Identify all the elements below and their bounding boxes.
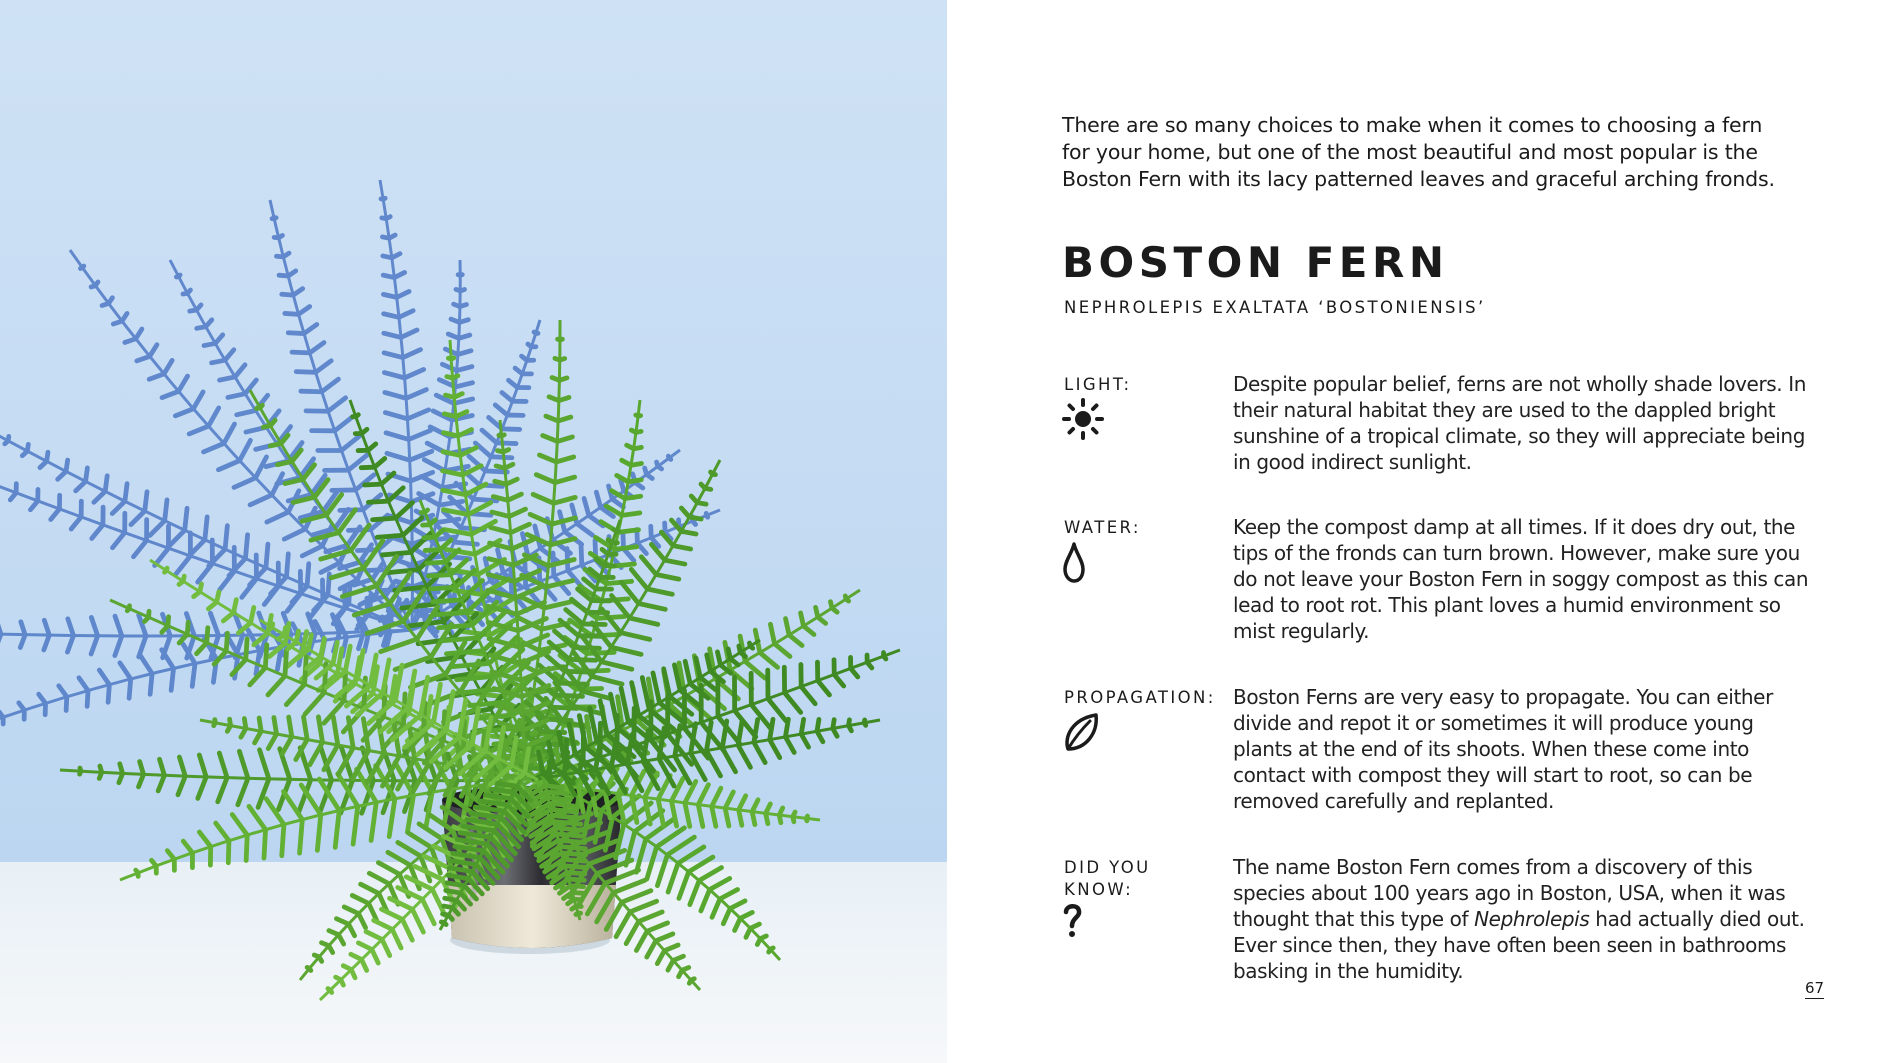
plant-title: BOSTON FERN [1062,238,1449,287]
sun-icon [1062,398,1108,444]
section-text-water: Keep the compost damp at all times. If it does dry out, the tips of the fronds can turn brown. However, make sure you do not leave your Boston Fern in soggy compost as this can lead to root rot. This plant loves a humid environment so mist regularly. [1233,515,1809,643]
leaf-icon [1062,711,1108,757]
did-you-know-italic: Nephrolepis [1474,907,1590,931]
intro-paragraph: There are so many choices to make when it comes to choosing a fern for your home, but one of the most beautiful and most popular is the Boston Fern with its lacy patterned leaves and graceful arching fronds. [1062,113,1775,191]
question-mark-icon [1062,903,1108,949]
plant-profile [1062,0,1825,1063]
section-text-propagation: Boston Ferns are very easy to propagate. You can either divide and repot it or sometimes it will produce young plants at the end of its shoots. When these come into contact with compost they will start to root, so can be removed carefully and replanted. [1233,685,1773,813]
did-you-know-text-end: had actually died out. Ever since then, they have often been seen in bathrooms basking in the humidity. [1233,907,1805,983]
section-label-did-you-know: DID YOU KNOW: [1064,858,1151,899]
section-text-did-you-know [1233,854,1813,984]
section-text-light: Despite popular belief, ferns are not wholly shade lovers. In their natural habitat they are used to the dappled bright sunshine of a tropical climate, so they will appreciate being in good indirect sunlight. [1233,372,1806,474]
plant-latin-name: NEPHROLEPIS EXALTATA ‘BOSTONIENSIS’ [1064,298,1486,317]
section-label-light: LIGHT: [1064,375,1132,394]
did-you-know-text-start: The name Boston Fern comes from a discovery of this species about 100 years ago in Boston, USA, when it was thought that this type of [1233,855,1786,931]
water-drop-icon [1062,541,1108,587]
page-number: 67 [1805,979,1825,997]
section-label-propagation: PROPAGATION: [1064,688,1216,707]
section-label-water: WATER: [1064,518,1141,537]
